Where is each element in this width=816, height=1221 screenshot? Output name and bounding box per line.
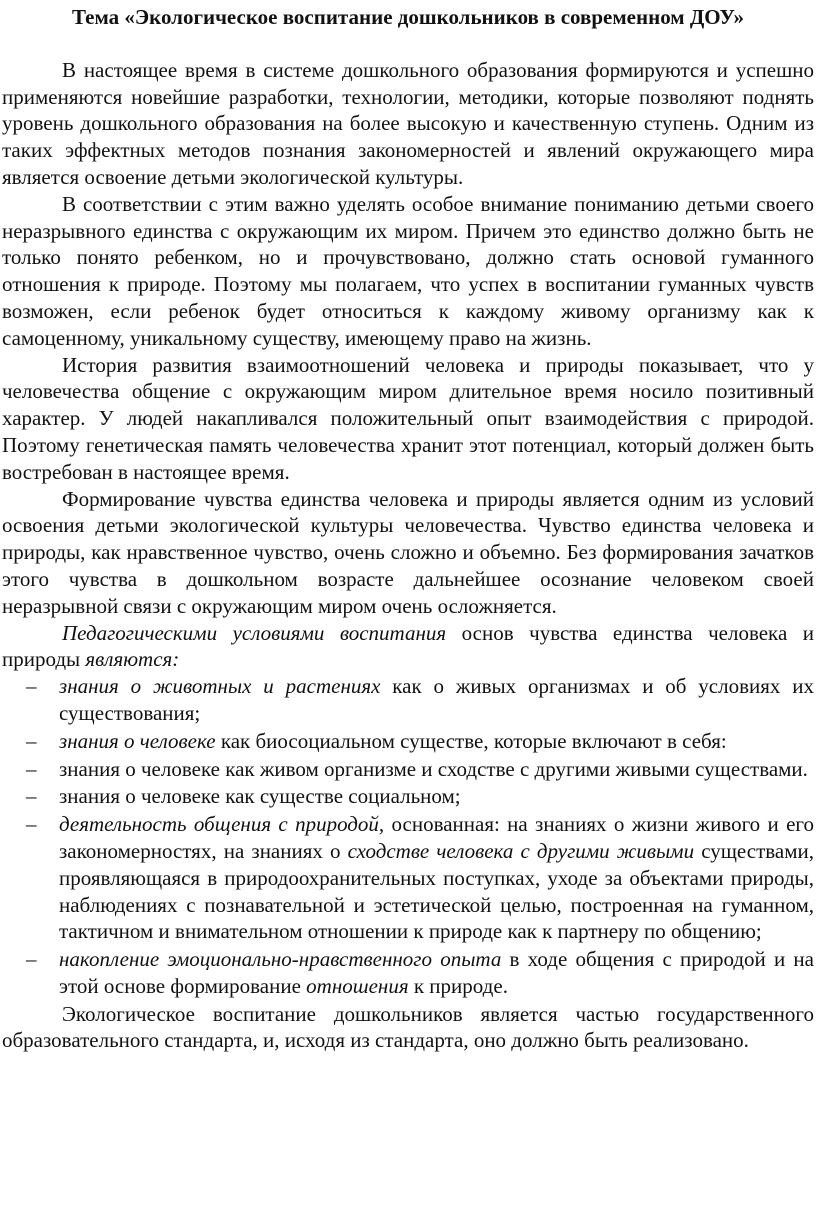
dash-marker: – (26, 756, 37, 781)
list-item-italic: деятельность общения с природой, (59, 812, 385, 837)
conditions-italic-lead: Педагогическими условиями воспитания (62, 620, 447, 645)
list-item-text-2: существами, проявляющаяся в природоохранительных поступках, уходе за объектами природы, наблюдениях с познавательной и эстетической целью, построенная на гуманном, тактичном и внимательном отношении к природе как к партнеру по общению; (59, 838, 814, 944)
conditions-paragraph (2, 620, 814, 674)
list-item-text: знания о человеке как существе социальном; (59, 784, 461, 809)
list-item-text: в ходе общения с природой и на этой основе формирование (59, 947, 814, 998)
paragraph-3: История развития взаимоотношений человека и природы показывает, что у человечества общение с окружающим миром длительное время носило позитивный характер. У людей накапливался положительный опыт взаимодействия с природой. Поэтому генетическая память человечества хранит этот потенциал, который должен быть востребован в настоящее время. (2, 352, 814, 484)
list-item-italic-2: отношения (306, 973, 409, 998)
paragraph-1: В настоящее время в системе дошкольного образования формируются и успешно применяются новейшие разработки, технологии, методики, которые позволяют поднять уровень дошкольного образования на более высокую и качественную ступень. Одним из таких эффектных методов познания закономерностей и явлений окружающего мира является освоение детьми экологической культуры. (2, 57, 814, 189)
list-item (2, 946, 814, 1000)
list-item (2, 783, 814, 810)
list-item-text-2: к природе. (408, 973, 508, 998)
dash-marker: – (26, 947, 37, 972)
list-item-text: как биосоциальном существе, которые включают в себя: (215, 728, 727, 753)
paragraph-2: В соответствии с этим важно уделять особое внимание пониманию детьми своего неразрывного единства с окружающим их миром. Причем это единство должно быть не только понято ребенком, но и прочувствовано, должно стать основой гуманного отношения к природе. Поэтому мы полагаем, что успех в воспитании гуманных чувств возможен, если ребенок будет относиться к каждому живому организму как к самоценному, уникальному существу, имеющему право на жизнь. (2, 191, 814, 350)
list-item-italic: знания о животных и растениях (59, 674, 381, 699)
list-item-italic-2: сходстве человека с другими живыми (347, 838, 695, 863)
conditions-middle: основ чувства единства человека и природы (2, 620, 814, 672)
conditions-list (2, 673, 814, 1000)
list-item (2, 728, 814, 755)
list-item-text: основанная: на знаниях о жизни живого и его закономерностях, на знаниях о (59, 812, 814, 863)
conditions-italic-end: являются: (85, 647, 180, 672)
list-item-italic: накопление эмоционально-нравственного опыта (59, 947, 502, 972)
dash-marker: – (26, 812, 37, 837)
list-item (2, 673, 814, 727)
document-title: Тема «Экологическое воспитание дошкольников в современном ДОУ» (71, 5, 745, 29)
dash-marker: – (26, 674, 37, 699)
list-item-text: как о живых организмах и об условиях их существования; (59, 674, 814, 725)
list-item-italic: знания о человеке (59, 728, 216, 753)
dash-marker: – (26, 784, 37, 809)
final-paragraph: Экологическое воспитание дошкольников является частью государственного образовательного стандарта, и, исходя из стандарта, оно должно быть реализовано. (2, 1001, 814, 1053)
dash-marker: – (26, 728, 37, 753)
list-item-text: знания о человеке как живом организме и сходстве с другими живыми существами. (59, 756, 808, 781)
list-item (2, 811, 814, 945)
paragraph-4: Формирование чувства единства человека и природы является одним из условий освоения детьми экологической культуры человечества. Чувство единства человека и природы, как нравственное чувство, очень сложно и объемно. Без формирования зачатков этого чувства в дошкольном возрасте дальнейшее осознание человеком своей неразрывной связи с окружающим миром очень осложняется. (2, 486, 814, 618)
list-item (2, 756, 814, 783)
